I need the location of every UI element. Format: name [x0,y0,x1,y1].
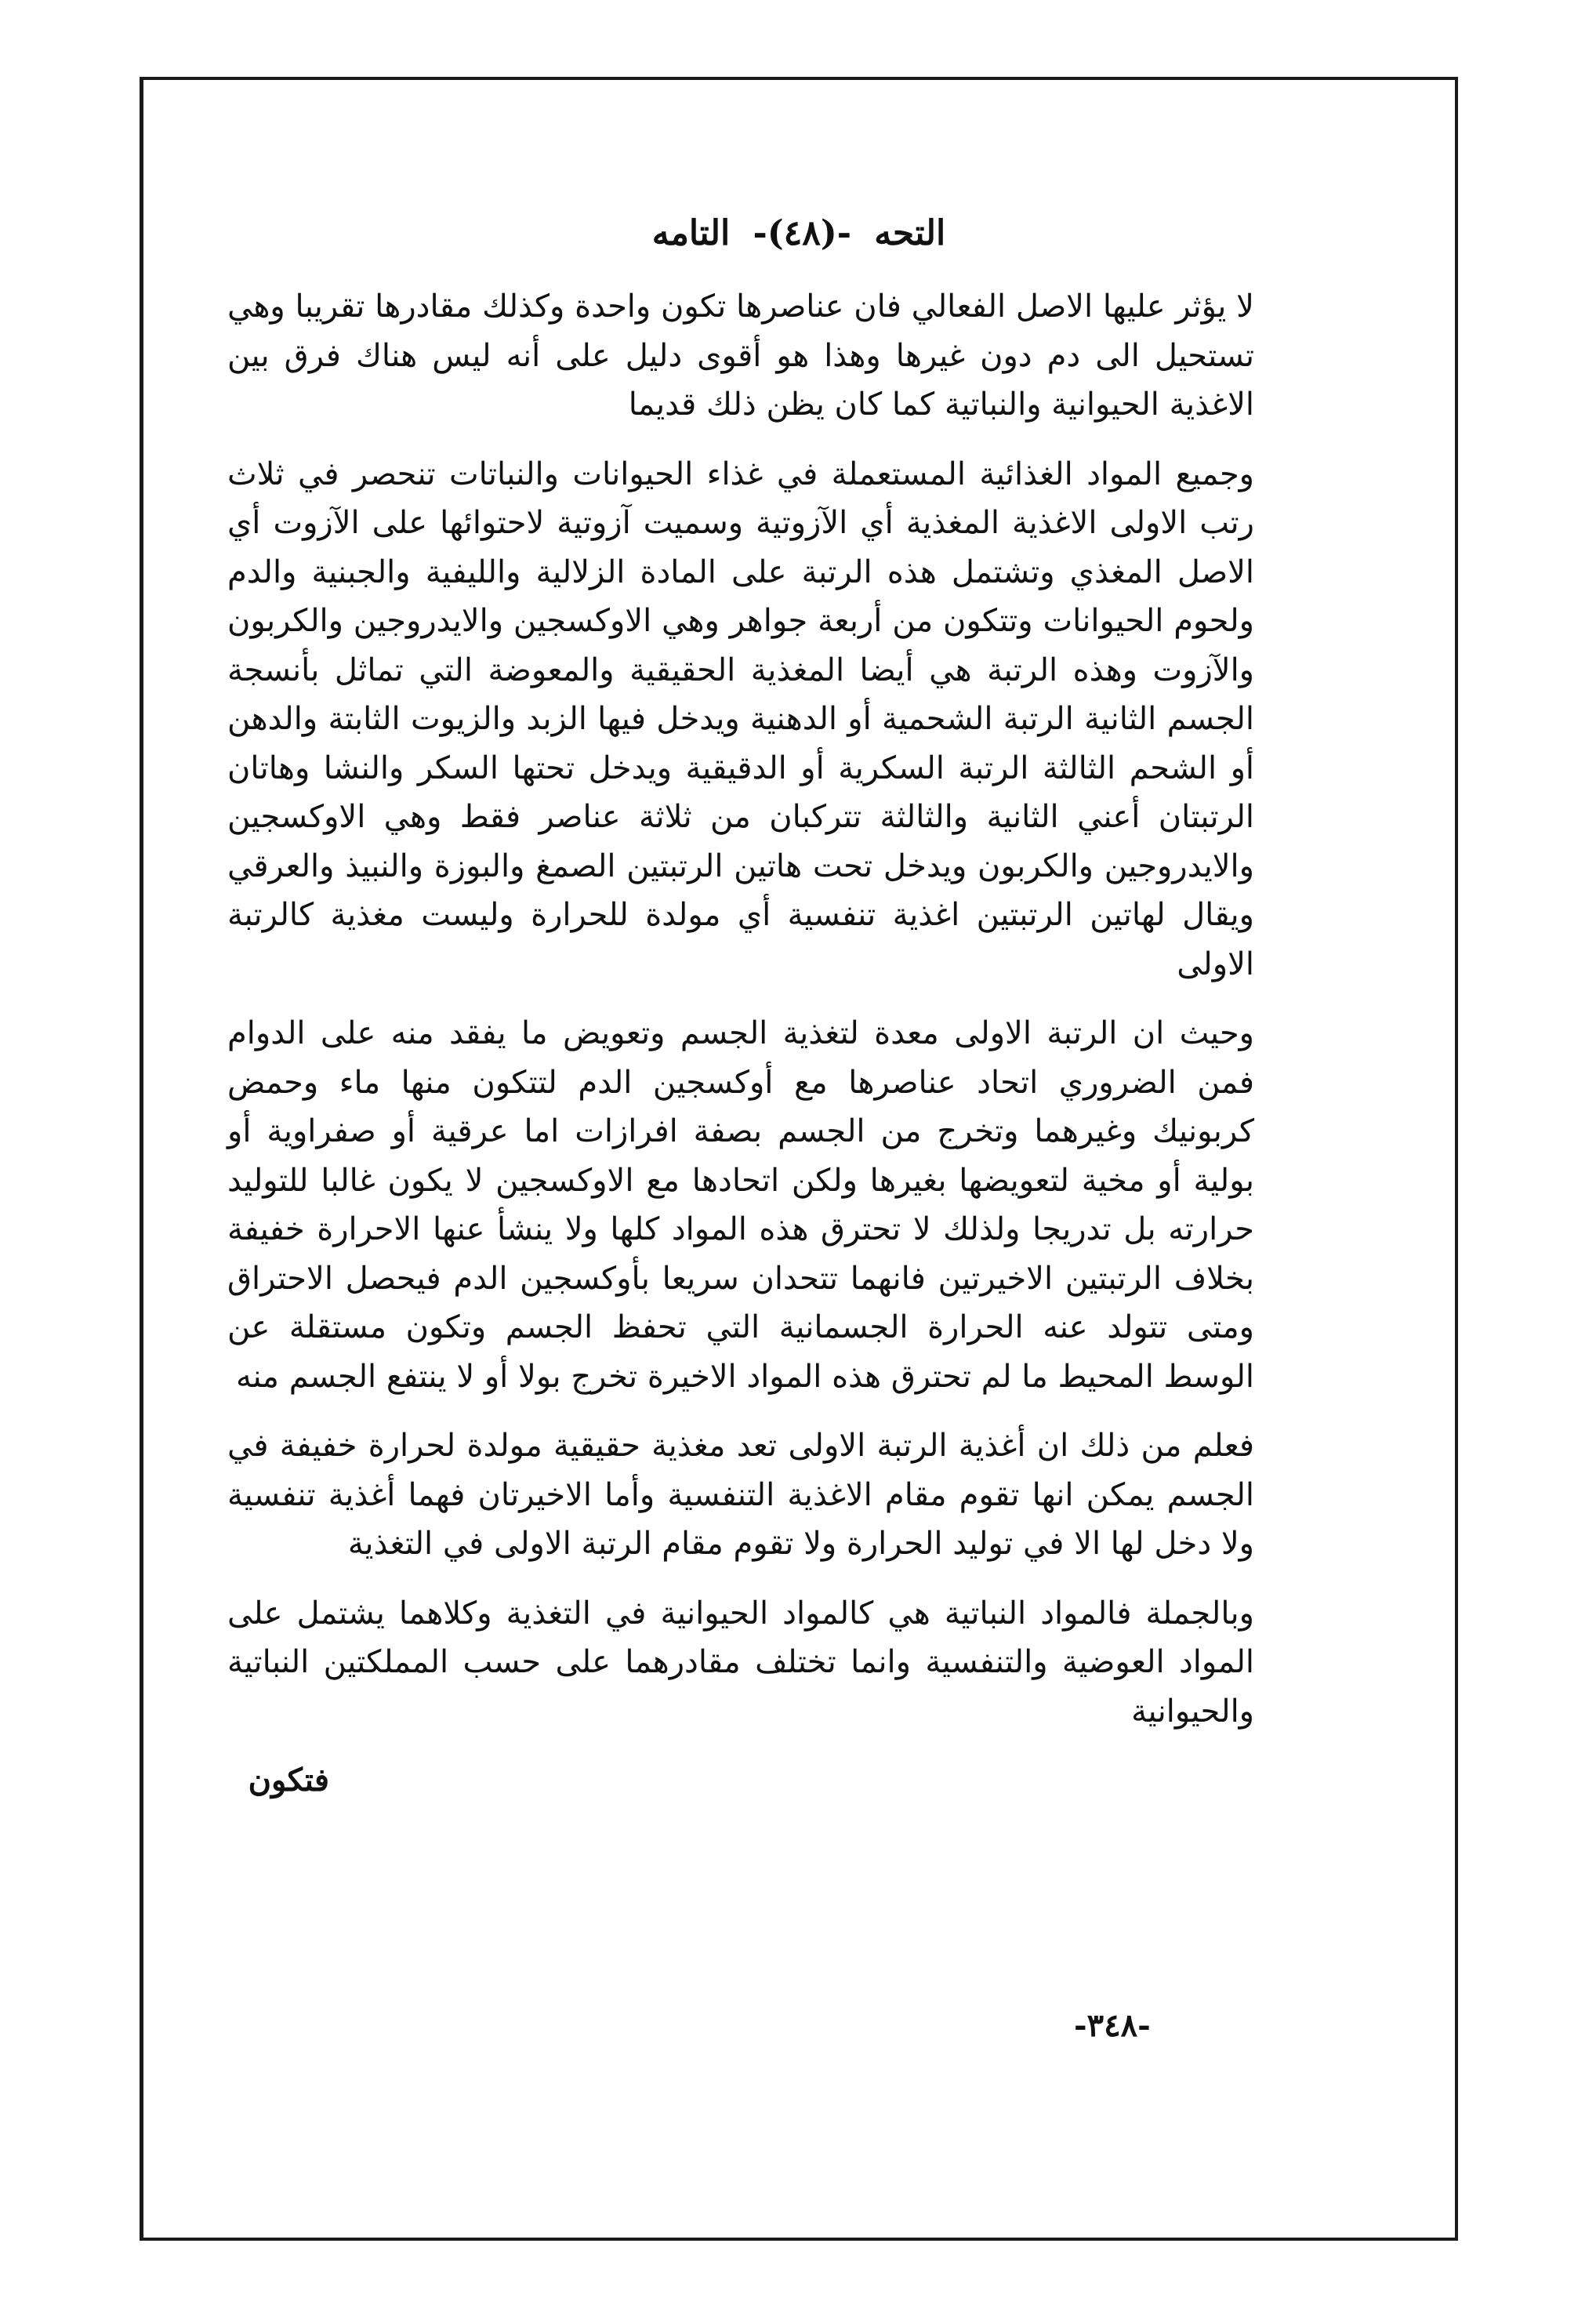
page-header: التحه -(٤٨)- التامه [651,213,946,253]
catchword: فتكون [248,1762,329,1799]
paragraph-4: فعلم من ذلك ان أغذية الرتبة الاولى تعد مغذية حقيقية مولدة لحرارة خفيفة في الجسم يمكن انها تقوم مقام الاغذية التنفسية وأما الاخيرتان فهما أغذية تنفسية ولا دخل لها الا في توليد الحرارة ولا تقوم مقام الرتبة الاولى في التغذية [227,1428,1254,1562]
document-body [227,282,1254,1806]
paragraph-2: وجميع المواد الغذائية المستعملة في غذاء الحيوانات والنباتات تنحصر في ثلاث رتب الاولى الاغذية المغذية أي الآزوتية وسميت آزوتية لاحتوائها على الآزوت أي الاصل المغذي وتشتمل هذه الرتبة على المادة الزلالية والليفية والجبنية والدم ولحوم الحيوانات وتتكون من أربعة جواهر وهي الاوكسجين والايدروجين والكربون والآزوت وهذه الرتبة هي أيضا المغذية الحقيقية والمعوضة التي تماثل بأنسجة الجسم الثانية الرتبة الشحمية أو الدهنية ويدخل فيها الزبد والزيوت الثابتة والدهن أو الشحم الثالثة الرتبة السكرية أو الدقيقية ويدخل تحتها السكر والنشا وهاتان الرتبتان أعني الثانية والثالثة تتركبان من ثلاثة عناصر فقط وهي الاوكسجين والايدروجين والكربون ويدخل تحت هاتين الرتبتين الصمغ والبوزة والنبيذ والعرقي ويقال لهاتين الرتبتين اغذية تنفسية أي مولدة للحرارة وليست مغذية كالرتبة الاولى [227,456,1254,982]
paragraph-1: لا يؤثر عليها الاصل الفعالي فان عناصرها تكون واحدة وكذلك مقادرها تقريبا وهي تستحيل الى دم دون غيرها وهذا هو أقوى دليل على أنه ليس هناك فرق بين الاغذية الحيوانية والنباتية كما كان يظن ذلك قديما [227,289,1254,423]
page-number: -٣٤٨- [1074,2007,1151,2044]
paragraph-5: وبالجملة فالمواد النباتية هي كالمواد الحيوانية في التغذية وكلاهما يشتمل على المواد العوضية والتنفسية وانما تختلف مقادرهما على حسب المملكتين النباتية والحيوانية [227,1595,1254,1730]
paragraph-3: وحيث ان الرتبة الاولى معدة لتغذية الجسم وتعويض ما يفقد منه على الدوام فمن الضروري اتحاد عناصرها مع أوكسجين الدم لتتكون منها ماء وحمض كربونيك وغيرهما وتخرج من الجسم بصفة افرازات اما عرقية أو صفراوية أو بولية أو مخية لتعويضها بغيرها ولكن اتحادها مع الاوكسجين لا يكون غالبا للتوليد حرارته بل تدريجا ولذلك لا تحترق هذه المواد كلها ولا ينشأ عنها الاحرارة خفيفة بخلاف الرتبتين الاخيرتين فانهما تتحدان سريعا بأوكسجين الدم فيحصل الاحتراق ومتى تتولد عنه الحرارة الجسمانية التي تحفظ الجسم وتكون مستقلة عن الوسط المحيط ما لم تحترق هذه المواد الاخيرة تخرج بولا أو لا ينتفع الجسم منه [227,1015,1254,1395]
